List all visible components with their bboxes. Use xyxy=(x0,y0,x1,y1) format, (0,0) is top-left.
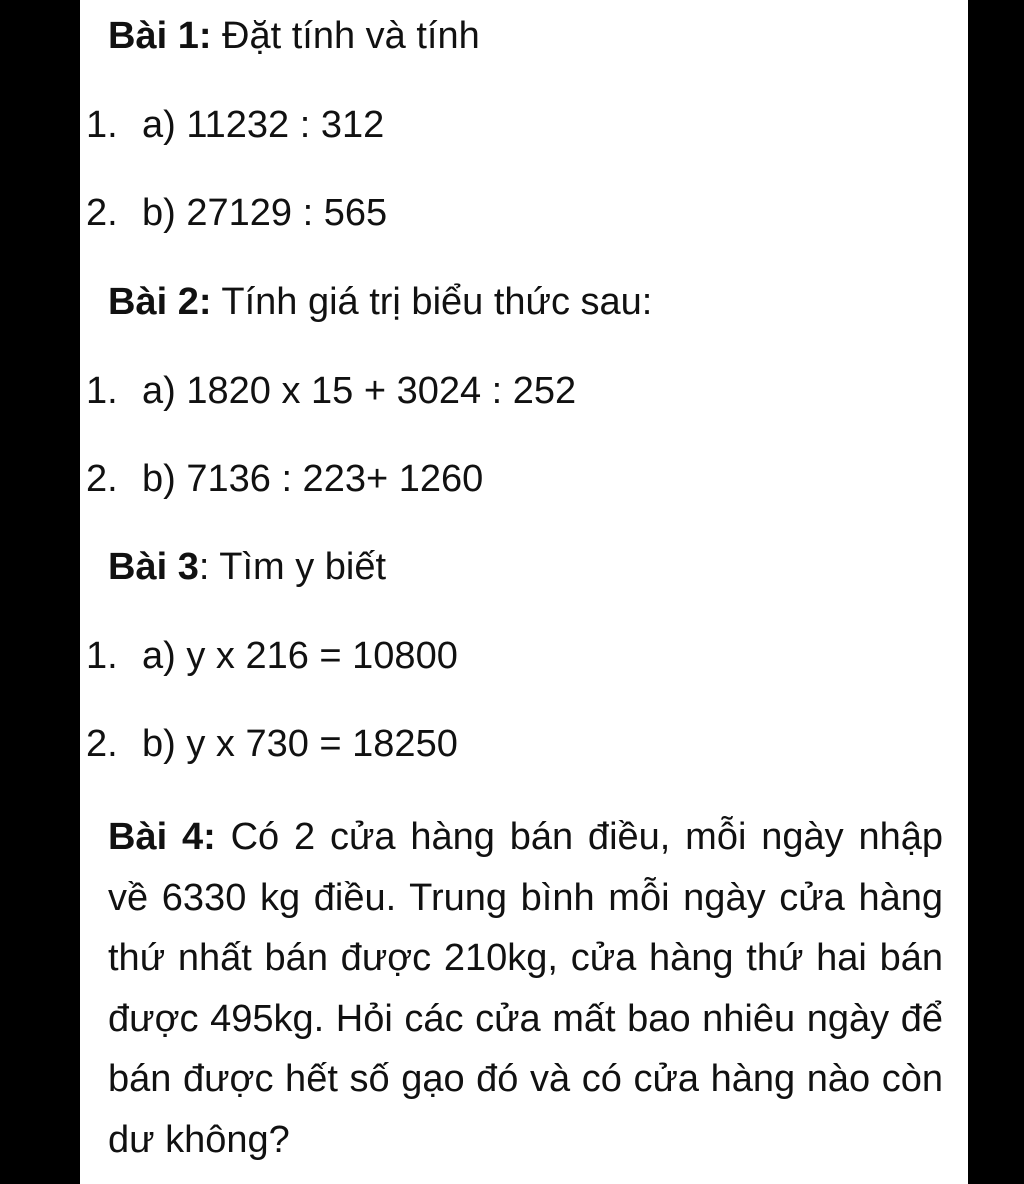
list-item-text: a) y x 216 = 10800 xyxy=(142,635,458,677)
list-item-text: b) 7136 : 223+ 1260 xyxy=(142,458,484,500)
bai4-label: Bài 4: xyxy=(108,816,216,858)
bai1-label: Bài 1: xyxy=(108,15,212,57)
list-number: 1. xyxy=(86,370,118,412)
list-number: 2. xyxy=(86,192,118,234)
bai3-item-a xyxy=(86,637,458,675)
bai1-title: Đặt tính và tính xyxy=(222,15,480,57)
list-number: 2. xyxy=(86,723,118,765)
list-number: 1. xyxy=(86,104,118,146)
list-item-text: b) y x 730 = 18250 xyxy=(142,723,458,765)
bai2-item-b xyxy=(86,460,483,498)
bai3-heading xyxy=(108,548,386,586)
list-item-text: a) 11232 : 312 xyxy=(142,104,385,146)
bai4-paragraph xyxy=(108,807,943,1170)
bai3-label: Bài 3 xyxy=(108,546,199,588)
bai2-label: Bài 2: xyxy=(108,281,212,323)
bai1-heading xyxy=(108,17,480,55)
bai1-item-a xyxy=(86,106,384,144)
list-item-text: a) 1820 x 15 + 3024 : 252 xyxy=(142,370,577,412)
bai1-item-b xyxy=(86,194,387,232)
bai4-text: Có 2 cửa hàng bán điều, mỗi ngày nhập về 6330 kg điều. Trung bình mỗi ngày cửa hàng thứ nhất bán được 210kg, cửa hàng thứ hai bán được 495kg. Hỏi các cửa mất bao nhiêu ngày để bán được hết số gạo đó và có cửa hàng nào còn dư không? xyxy=(108,816,943,1161)
list-item-text: b) 27129 : 565 xyxy=(142,192,388,234)
bai2-heading xyxy=(108,283,652,321)
list-number: 1. xyxy=(86,635,118,677)
bai3-title: : Tìm y biết xyxy=(198,546,387,588)
bai2-title: Tính giá trị biểu thức sau: xyxy=(221,281,653,323)
document-page xyxy=(80,0,968,1184)
bai3-item-b xyxy=(86,725,458,763)
bai2-item-a xyxy=(86,372,576,410)
list-number: 2. xyxy=(86,458,118,500)
